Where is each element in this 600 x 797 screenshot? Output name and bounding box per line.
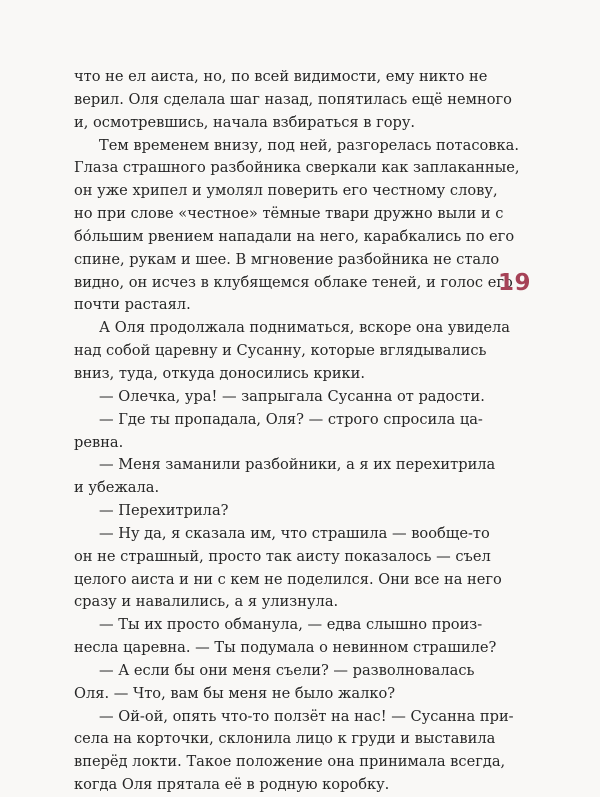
text-line: вперёд локти. Такое положение она принимала всегда,	[74, 753, 506, 771]
text-line: — Ой-ой, опять что-то ползёт на нас! — Сусанна при-	[99, 707, 514, 725]
text-line: почти растаял.	[74, 296, 191, 314]
text-line: спине, рукам и шее. В мгновение разбойника не стало	[74, 250, 500, 268]
text-line: когда Оля прятала её в родную коробку.	[74, 776, 390, 794]
text-line: Тем временем внизу, под ней, разгорелась потасовка.	[99, 136, 519, 154]
text-line: что не ел аиста, но, по всей видимости, ему никто не	[74, 68, 488, 85]
text-line: — Ну да, я сказала им, что страшила — вообще-то	[99, 524, 490, 542]
text-line: целого аиста и ни с кем не поделился. Они все на него	[74, 570, 502, 588]
text-line: Оля. — Что, вам бы меня не было жалко?	[74, 684, 396, 702]
text-line: — Где ты пропадала, Оля? — строго спросила ца-	[99, 410, 483, 428]
page-number: 19	[498, 270, 532, 296]
text-line: сразу и навалились, а я улизнула.	[74, 593, 339, 611]
text-line: — Олечка, ура! — запрыгала Сусанна от радости.	[99, 387, 485, 405]
text-line: видно, он исчез в клубящемся облаке теней, и голос его	[74, 273, 513, 291]
text-line: он не страшный, просто так аисту показалось — съел	[74, 547, 491, 565]
text-line: но при слове «честное» тёмные твари дружно выли и с	[74, 205, 504, 223]
text-line: бо́льшим рвением нападали на него, карабкались по его	[74, 227, 515, 245]
text-line: верил. Оля сделала шаг назад, попятилась ещё немного	[74, 90, 512, 108]
text-line: и убежала.	[74, 479, 160, 497]
text-line: и, осмотревшись, начала взбираться в гору.	[74, 113, 416, 131]
text-line: — Меня заманили разбойники, а я их перехитрила	[99, 456, 496, 474]
text-line: ревна.	[74, 433, 124, 451]
text-line: села на корточки, склонила лицо к груди и выставила	[74, 730, 496, 748]
text-line: он уже хрипел и умолял поверить его честному слову,	[74, 182, 498, 200]
text-line: несла царевна. — Ты подумала о невинном страшиле?	[74, 639, 497, 657]
text-line: — А если бы они меня съели? — разволновалась	[99, 661, 475, 679]
text-line: — Перехитрила?	[99, 502, 229, 520]
text-line: над собой царевну и Сусанну, которые вглядывались	[74, 342, 487, 360]
text-line: А Оля продолжала подниматься, вскоре она увидела	[99, 319, 510, 337]
text-line: вниз, туда, откуда доносились крики.	[74, 364, 366, 382]
text-line: — Ты их просто обманула, — едва слышно произ-	[99, 616, 483, 634]
text-line: Глаза страшного разбойника сверкали как заплаканные,	[74, 159, 520, 177]
